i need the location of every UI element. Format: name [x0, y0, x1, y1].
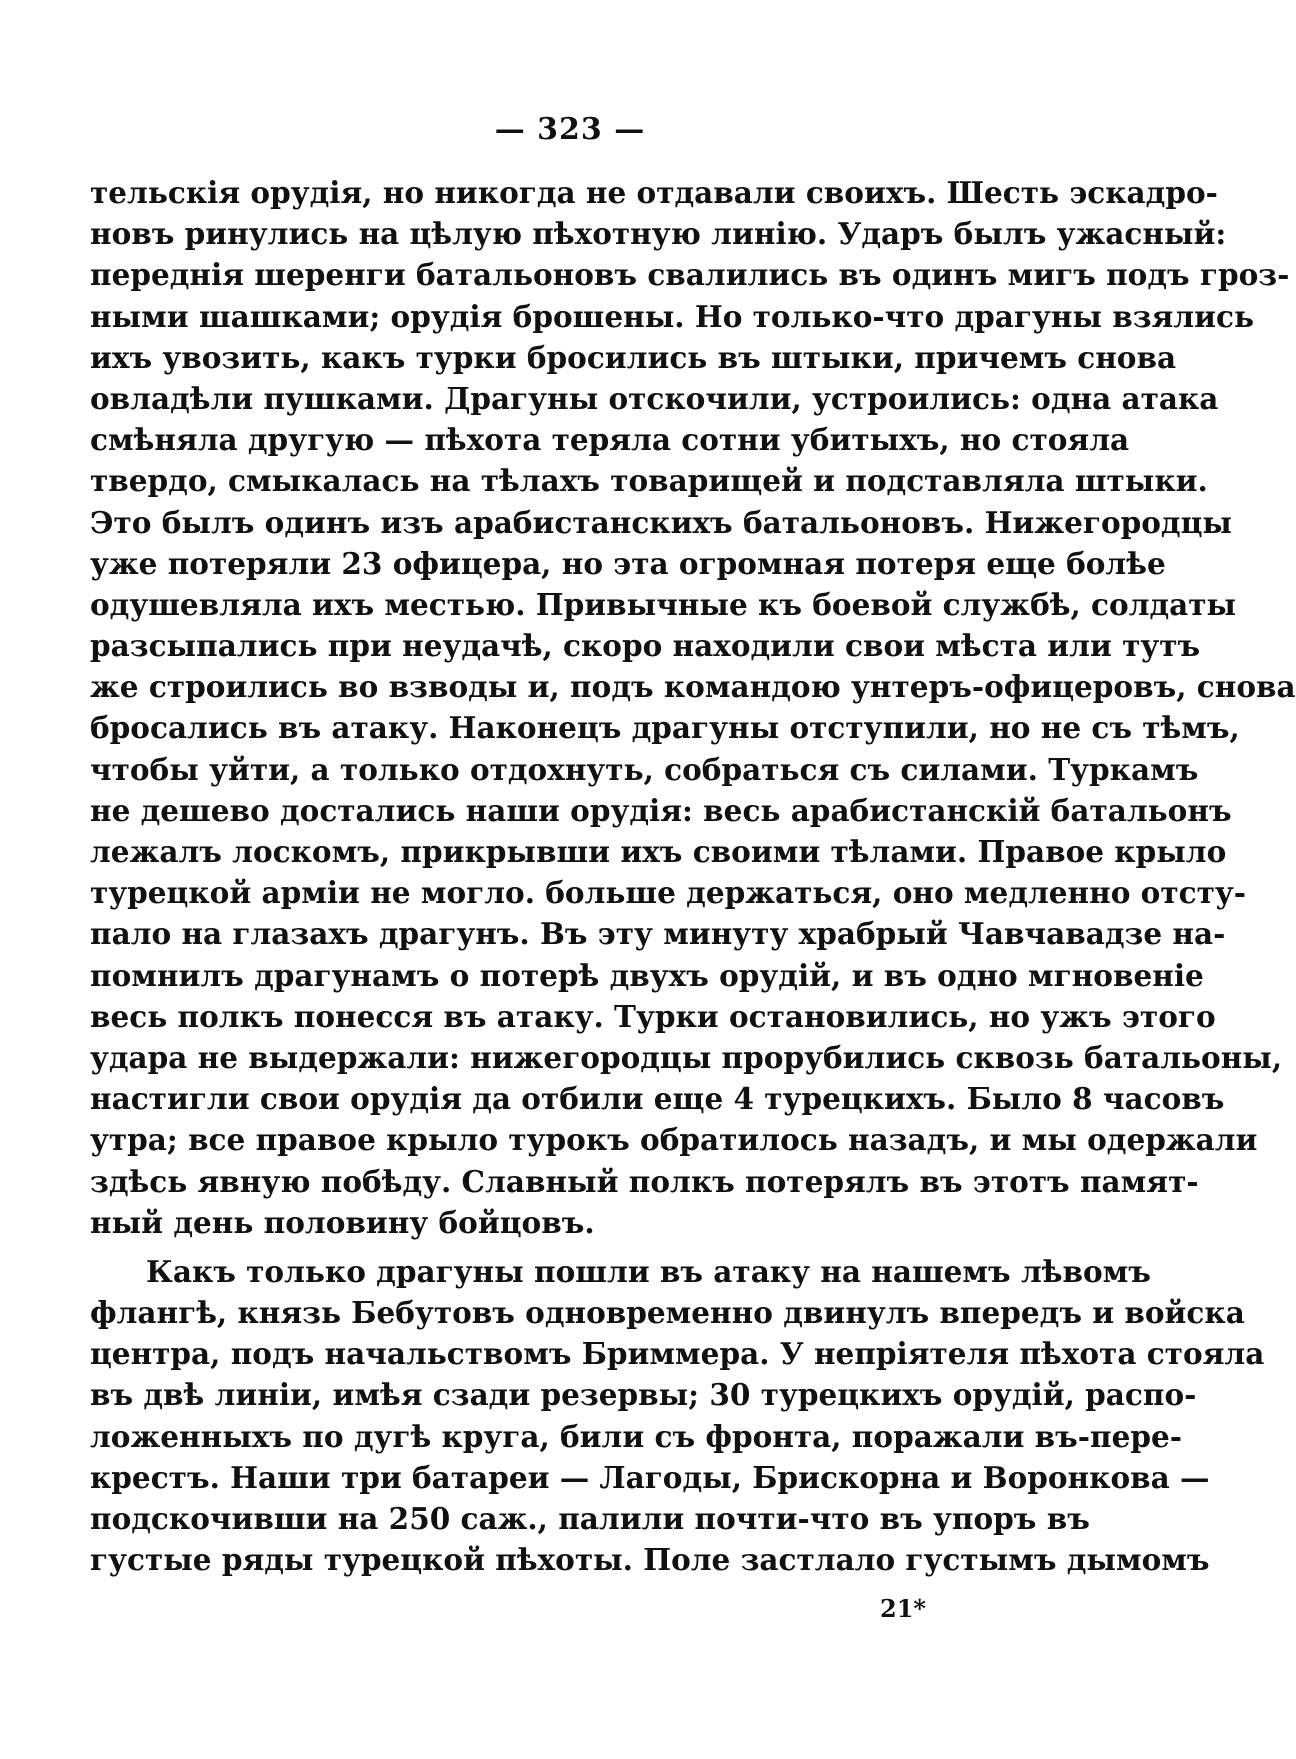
text-line: флангѣ, князь Бебутовъ одновременно двинулъ впередъ и войска [90, 1295, 1245, 1331]
text-line: чтобы уйти, а только отдохнуть, собраться съ силами. Туркамъ [90, 751, 1199, 787]
text-line: утра; все правое крыло турокъ обратилось назадъ, и мы одержали [90, 1122, 1258, 1158]
text-line: настигли свои орудія да отбили еще 4 турецкихъ. Было 8 часовъ [90, 1081, 1225, 1117]
signature-mark: 21* [880, 1594, 926, 1623]
text-line: пало на глазахъ драгунъ. Въ эту минуту храбрый Чавчавадзе на- [90, 916, 1226, 952]
text-line: новъ ринулись на цѣлую пѣхотную линію. Ударъ былъ ужасный: [90, 216, 1227, 252]
text-line: весь полкъ понесся въ атаку. Турки остановились, но ужъ этого [90, 998, 1216, 1034]
text-line: бросались въ атаку. Наконецъ драгуны отступили, но не съ тѣмъ, [90, 710, 1240, 746]
text-line: одушевляла ихъ местью. Привычные къ боевой службѣ, солдаты [90, 586, 1237, 622]
text-line: твердо, смыкалась на тѣлахъ товарищей и подставляла штыки. [90, 463, 1208, 499]
text-line: крестъ. Наши три батареи — Лагоды, Брискорна и Воронкова — [90, 1459, 1210, 1495]
page-number: — 323 — [494, 112, 646, 147]
text-line: не дешево достались наши орудія: весь арабистанскій батальонъ [90, 792, 1232, 828]
text-line: Это былъ одинъ изъ арабистанскихъ батальоновъ. Нижегородцы [90, 504, 1232, 540]
paragraph-2 [90, 1251, 1265, 1581]
text-line: ный день половину бойцовъ. [90, 1204, 595, 1240]
text-line: уже потеряли 23 офицера, но эта огромная потеря еще болѣе [90, 545, 1166, 581]
paragraph-1 [90, 172, 1296, 1243]
text-line: здѣсь явную побѣду. Славный полкъ потерялъ въ этотъ памят- [90, 1163, 1199, 1199]
text-line: густые ряды турецкой пѣхоты. Поле застлало густымъ дымомъ [90, 1542, 1210, 1578]
text-line: удара не выдержали: нижегородцы прорубились сквозь батальоны, [90, 1039, 1283, 1075]
text-line: подскочивши на 250 саж., палили почти-что въ упоръ въ [90, 1501, 1090, 1536]
text-line: въ двѣ линіи, имѣя сзади резервы; 30 турецкихъ орудій, распо- [90, 1377, 1197, 1413]
text-line: разсыпались при неудачѣ, скоро находили свои мѣста или тутъ [90, 628, 1201, 664]
text-line: ложенныхъ по дугѣ круга, били съ фронта, поражали въ-пере- [90, 1418, 1183, 1454]
text-line: тельскія орудія, но никогда не отдавали своихъ. Шесть эскадро- [90, 175, 1218, 210]
body-text [90, 172, 1296, 1580]
text-line: Какъ только драгуны пошли въ атаку на нашемъ лѣвомъ [146, 1253, 1151, 1289]
text-line: переднія шеренги батальоновъ свалились въ одинъ мигъ подъ гроз- [90, 257, 1290, 293]
text-line: турецкой арміи не могло. больше держаться, оно медленно отсту- [90, 875, 1247, 911]
text-line: овладѣли пушками. Драгуны отскочили, устроились: одна атака [90, 380, 1219, 416]
text-line: лежалъ лоскомъ, прикрывши ихъ своими тѣлами. Правое крыло [90, 834, 1227, 869]
text-line: помнилъ драгунамъ о потерѣ двухъ орудій, и въ одно мгновеніе [90, 957, 1204, 993]
text-line: смѣняла другую — пѣхота теряла сотни убитыхъ, но стояла [90, 422, 1130, 458]
text-line: центра, подъ начальствомъ Бриммера. У непріятеля пѣхота стояла [90, 1336, 1265, 1372]
text-line: ными шашками; орудія брошены. Но только-что драгуны взялись [90, 298, 1255, 334]
paragraph-gap [90, 1243, 1010, 1251]
text-line: же строились во взводы и, подъ командою унтеръ-офицеровъ, снова [90, 669, 1296, 705]
text-line: ихъ увозить, какъ турки бросились въ штыки, причемъ снова [90, 339, 1177, 375]
